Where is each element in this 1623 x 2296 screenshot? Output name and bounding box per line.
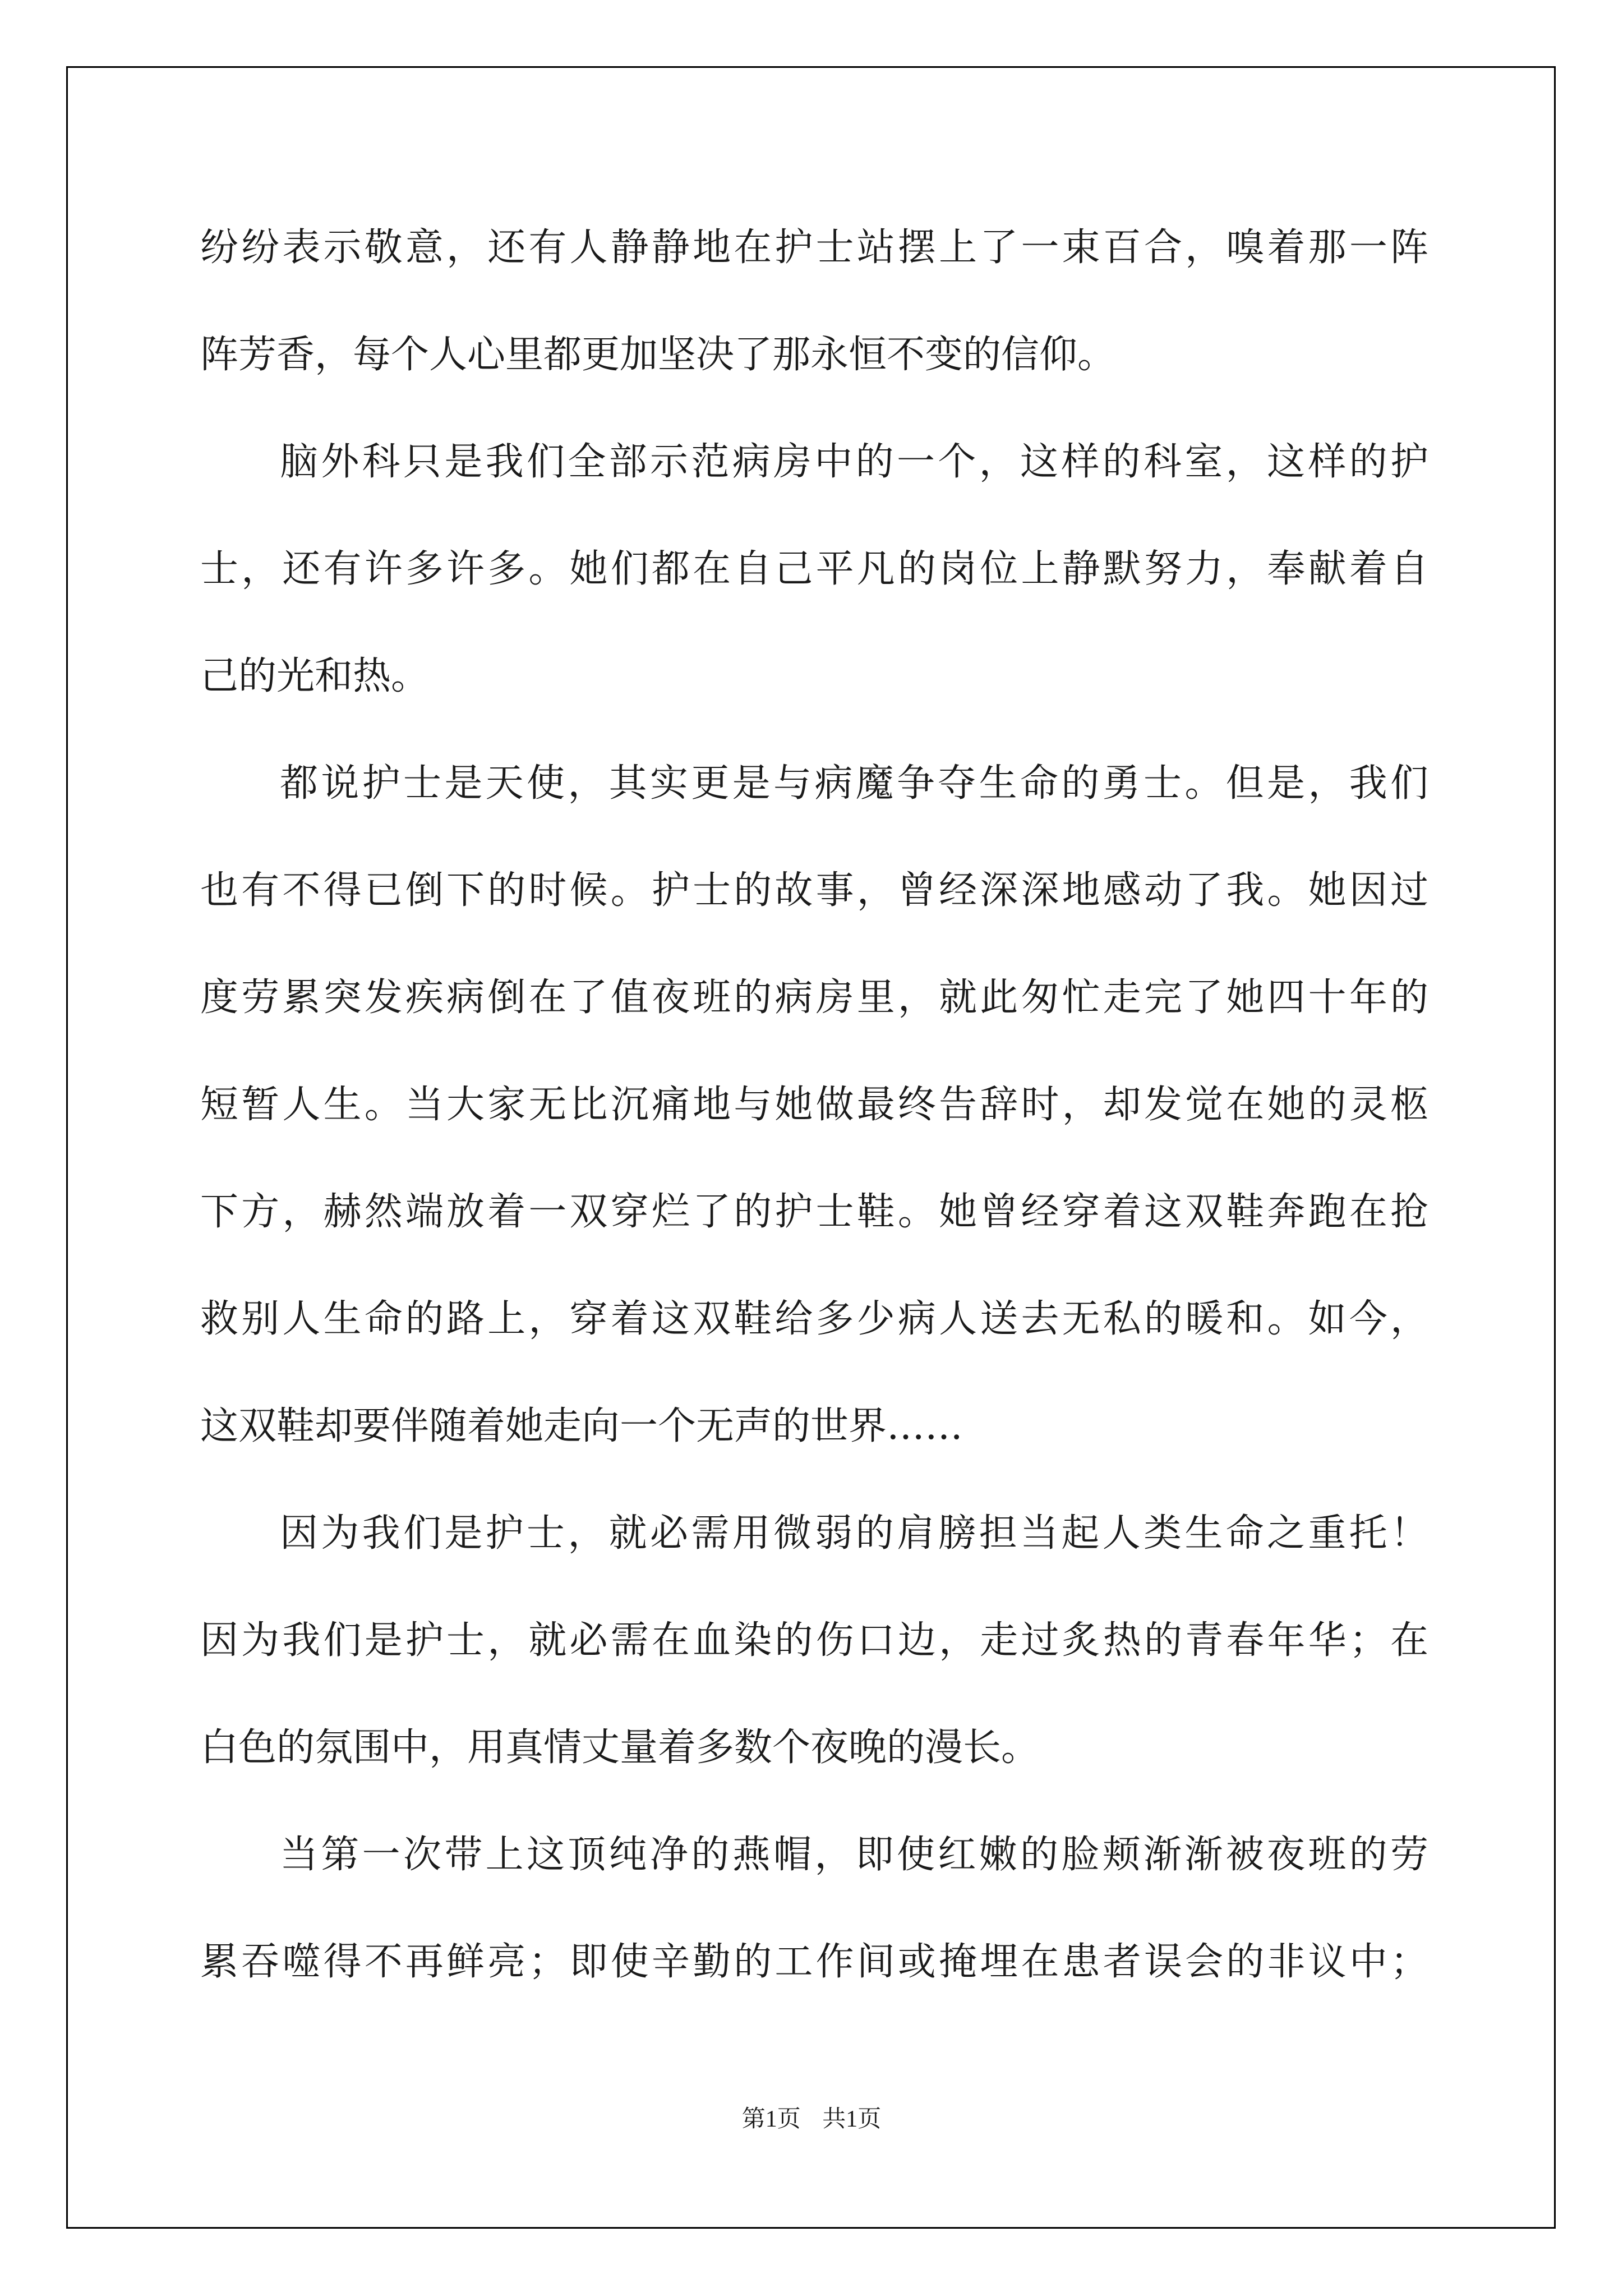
paragraph	[200, 194, 1428, 408]
text-line: 短暂人生。当大家无比沉痛地与她做最终告辞时，却发觉在她的灵柩	[200, 1083, 1428, 1127]
text-line: 都说护士是天使，其实更是与病魔争夺生命的勇士。但是，我们	[280, 761, 1428, 806]
paragraph	[200, 408, 1428, 730]
page-total: 共1页	[822, 2106, 882, 2132]
page-number: 第1页	[741, 2106, 801, 2132]
paragraph	[200, 1480, 1428, 1801]
text-line: 下方，赫然端放着一双穿烂了的护士鞋。她曾经穿着这双鞋奔跑在抢	[200, 1190, 1428, 1234]
text-line: 脑外科只是我们全部示范病房中的一个，这样的科室，这样的护	[280, 440, 1428, 484]
paragraph	[200, 730, 1428, 1480]
text-line: 己的光和热。	[200, 654, 430, 698]
text-line: 因为我们是护士，就必需在血染的伤口边，走过炙热的青春年华；在	[200, 1618, 1428, 1663]
document-body	[200, 194, 1428, 2016]
text-line: 阵芳香，每个人心里都更加坚决了那永恒不变的信仰。	[200, 333, 1116, 377]
text-line: 纷纷表示敬意，还有人静静地在护士站摆上了一束百合，嗅着那一阵	[200, 226, 1428, 270]
text-line: 白色的氛围中，用真情丈量着多数个夜晚的漫长。	[200, 1726, 1040, 1770]
page-footer	[0, 2100, 1623, 2134]
paragraph	[200, 1801, 1428, 2016]
text-line: 士，还有许多许多。她们都在自己平凡的岗位上静默努力，奉献着自	[200, 547, 1428, 591]
text-line: 当第一次带上这顶纯净的燕帽，即使红嫩的脸颊渐渐被夜班的劳	[280, 1833, 1428, 1877]
text-line: 度劳累突发疾病倒在了值夜班的病房里，就此匆忙走完了她四十年的	[200, 976, 1428, 1020]
text-line: 也有不得已倒下的时候。护士的故事，曾经深深地感动了我。她因过	[200, 868, 1428, 913]
text-line: 因为我们是护士，就必需用微弱的肩膀担当起人类生命之重托！	[280, 1511, 1428, 1556]
text-line: 这双鞋却要伴随着她走向一个无声的世界……	[200, 1404, 963, 1448]
text-line: 累吞噬得不再鲜亮；即使辛勤的工作间或掩埋在患者误会的非议中；	[200, 1940, 1428, 1984]
text-line: 救别人生命的路上，穿着这双鞋给多少病人送去无私的暖和。如今，	[200, 1297, 1428, 1341]
